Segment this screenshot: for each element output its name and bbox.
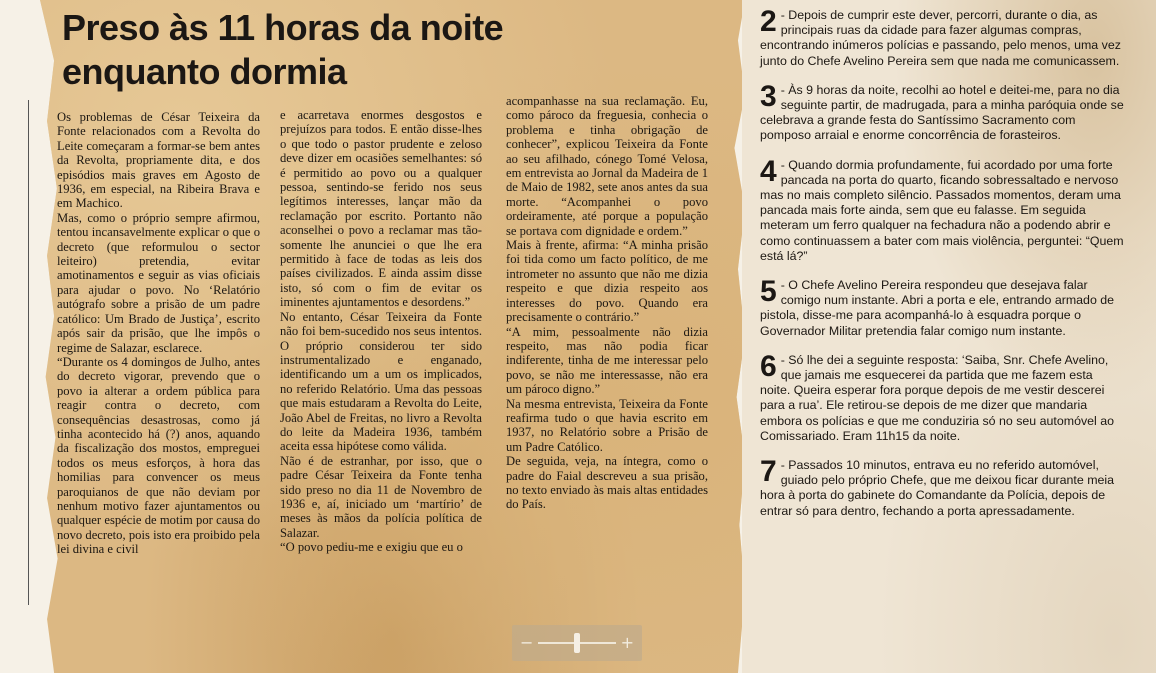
- paragraph: e acarretava enormes desgostos e prejuízos para todos. E então disse-lhes o que todo o pastor prudente e zeloso deve dizer em ocasiões semelhantes: só é permitido ao povo ou a qualquer pessoa, sentindo-se ferido nos seus legítimos interesses, lançar mão da reclamação por escrito. Portanto não aconselhei o povo a reclamar mas tão-somente lhe anunciei o que lhe era permitido à face de todas as leis dos países civilizados. E ainda assim disse isto, só com o fim de evitar os iminentes ajuntamentos e desordens.”: [280, 108, 482, 310]
- numbered-item: [760, 455, 1124, 519]
- item-text: - Passados 10 minutos, entrava eu no referido automóvel, guiado pelo próprio Chefe, que me deixou ficar durante meia hora à porta do gabinete do Comandante da Polícia, depois de entrar só para dentro, fechando a porta apressadamente.: [760, 458, 1115, 518]
- paragraph: Na mesma entrevista, Teixeira da Fonte reafirma tudo o que havia escrito em 1937, no Relatório sobre a Prisão de um Padre Católico.: [506, 396, 708, 454]
- column-1: [57, 110, 260, 557]
- numbered-item: [760, 154, 1124, 264]
- numbered-item: [760, 275, 1124, 339]
- paragraph: Mas, como o próprio sempre afirmou, tentou incansavelmente explicar o que o decreto (que reformulou o sector leiteiro) pretendia, evitar amotinamentos e seguir as vias oficiais para ajudar o povo. No ‘Relatório autógrafo sobre a prisão de um padre católico: Um Brado de Justiça’, escrito após sair da prisão, que lhe impôs o regime de Salazar, esclarece.: [57, 210, 260, 355]
- zoom-control: [512, 625, 642, 661]
- paragraph: Não é de estranhar, por isso, que o padre César Teixeira da Fonte tenha sido preso no dia 11 de Novembro de 1936 e, aí, iniciado um ‘martírio’ de meses às mãos da polícia política de Salazar.: [280, 453, 482, 540]
- numbered-account: [760, 5, 1124, 533]
- item-text: - O Chefe Avelino Pereira respondeu que desejava falar comigo num instante. Abri a porta e ele, entrando armado de pistola, disse-me para acompanhá-lo à esquadra porque o Governador Militar pretendia falar comigo num instante.: [760, 278, 1115, 338]
- item-number: 3: [760, 79, 777, 113]
- item-number: 5: [760, 275, 777, 309]
- item-text: - Quando dormia profundamente, fui acordado por uma forte pancada na porta do quarto, ficando sobressaltado e nervoso mas no mais completo silêncio. Passados momentos, deram uma pancada mais forte ainda, sem que eu falasse. Em seguida meteram um ferro qualquer na fechadura não a podendo abrir e como continuassem a bater com mais violência, perguntei: “Quem está lá?”: [760, 157, 1124, 263]
- item-text: - Só lhe dei a seguinte resposta: ‘Saiba, Snr. Chefe Avelino, que jamais me esquecerei da partida que me fazem esta noite. Queira esperar fora porque depois de me vestir descerei para a rua’. Ele retirou-se depois de me dizer que mandaria embora os polícias e que me conduziria só no seu automóvel ao Comissariado. Eram 11h15 da noite.: [760, 352, 1115, 443]
- item-number: 2: [760, 5, 777, 38]
- numbered-item: [760, 5, 1124, 69]
- item-number: 7: [760, 455, 777, 489]
- numbered-item: [760, 349, 1124, 444]
- column-3: [506, 94, 708, 512]
- paragraph: De seguida, veja, na íntegra, como o padre do Faial descreveu a sua prisão, no texto enviado às mais altas entidades do País.: [506, 454, 708, 512]
- item-number: 4: [760, 154, 777, 188]
- paragraph: acompanhasse na sua reclamação. Eu, como pároco da freguesia, conhecia o problema e tinha obrigação de conhecer”, explicou Teixeira da Fonte ao seu afilhado, cónego Tomé Velosa, em entrevista ao Jornal da Madeira de 1 de Maio de 1982, sete anos antes da sua morte. “Acompanhei o povo ordeiramente, até porque a população se portava com dignidade e ordem.”: [506, 94, 708, 238]
- paragraph: “Durante os 4 domingos de Julho, antes do decreto vigorar, prevendo que o povo ia alterar a ordem pública para reagir contra o decreto, com consequências desastrosas, como já tinha acontecido há (?) anos, aquando da fiscalização dos mostos, empreguei todos os meus esforços, à hora das homilias para convencer os meus paroquianos de que não deviam por nenhum motivo fazer ajuntamentos ou qualquer espécie de motim por causa do novo decreto, pois isto era proibido pela lei divina e civil: [57, 354, 260, 557]
- item-text: - Depois de cumprir este dever, percorri, durante o dia, as principais ruas da cidade para fazer algumas compras, encontrando inúmeros polícias e passando, pelo menos, uma vez junto do Chefe Avelino Pereira sem que nada me comunicassem.: [760, 8, 1121, 68]
- zoom-in-button[interactable]: +: [620, 633, 634, 652]
- paragraph: No entanto, César Teixeira da Fonte não foi bem-sucedido nos seus intentos. O próprio considerou ter sido instrumentalizado e enganado, identificando um a um os implicados, no referido Relatório. Uma das pessoas que mais estudaram a Revolta do Leite, João Abel de Freitas, no livro a Revolta do leite da Madeira 1936, também aceita essa hipótese como válida.: [280, 309, 482, 454]
- item-text: - Às 9 horas da noite, recolhi ao hotel e deitei-me, para no dia seguinte partir, de madrugada, para a minha paróquia onde se celebrava a grande festa do Santíssimo Sacramento com pomposo arraial e enorme concorrência de forasteiros.: [760, 82, 1124, 143]
- paragraph: “A mim, pessoalmente não dizia respeito, mas não podia ficar indiferente, tinha de me interessar pelo povo, se não me interessasse, não era um pároco digno.”: [506, 324, 708, 397]
- article-title: Preso às 11 horas da noite enquanto dormia: [62, 7, 504, 92]
- numbered-item: [760, 79, 1124, 144]
- column-2: [280, 108, 482, 555]
- item-number: 6: [760, 349, 777, 383]
- paragraph: Os problemas de César Teixeira da Fonte relacionados com a Revolta do Leite começaram a formar-se bem antes da Revolta, propriamente dita, e dos episódios mais graves em Agosto de 1936, em especial, na Ribeira Brava e em Machico.: [57, 110, 260, 211]
- zoom-slider-thumb[interactable]: [574, 633, 580, 653]
- paragraph: “O povo pediu-me e exigiu que eu o: [280, 540, 463, 555]
- zoom-out-button[interactable]: −: [520, 633, 534, 652]
- left-divider: [28, 100, 29, 605]
- paragraph: Mais à frente, afirma: “A minha prisão foi tida como um facto político, de me intrometer no assunto que não me dizia respeito e que dizia respeito aos interesses do povo. Quando era precisamente o contrário.”: [506, 238, 708, 325]
